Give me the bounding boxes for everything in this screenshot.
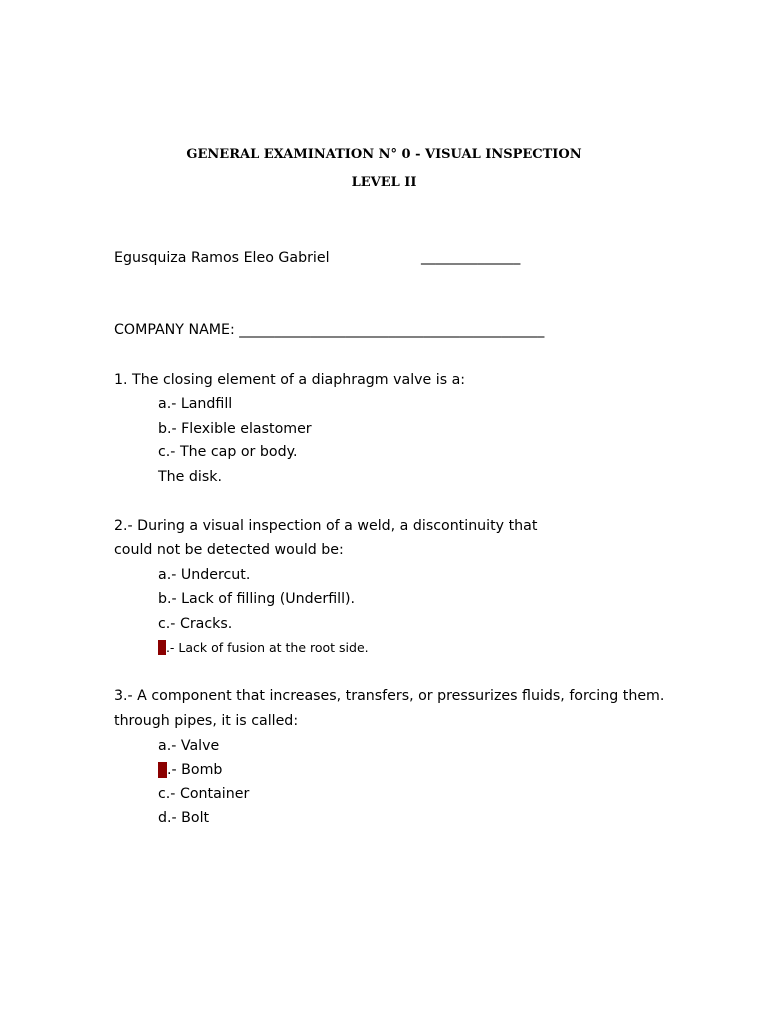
signature-blank: ______________ — [421, 249, 521, 265]
question-prompt-line-2: could not be detected would be: — [114, 542, 344, 558]
option-b: b.- Flexible elastomer — [158, 421, 312, 437]
answer-highlight: d — [158, 640, 166, 655]
company-name-row — [114, 322, 544, 338]
question-prompt-line-1: 2.- During a visual inspection of a weld, a discontinuity that — [114, 518, 538, 534]
option-c: c.- Cracks. — [158, 616, 233, 632]
option-a: a.- Undercut. — [158, 567, 251, 583]
question-prompt: 1. The closing element of a diaphragm valve is a: — [114, 372, 466, 388]
option-d: d.- Bolt — [158, 810, 210, 826]
option-c: c.- The cap or body. — [158, 444, 298, 460]
exam-level: LEVEL II — [351, 175, 417, 190]
option-a: a.- Valve — [158, 738, 220, 754]
question-prompt-line-1: 3.- A component that increases, transfers, or pressurizes fluids, forcing them. — [114, 688, 665, 704]
exam-title: GENERAL EXAMINATION N° 0 - VISUAL INSPECTION — [186, 147, 582, 162]
company-label: COMPANY NAME: — [114, 322, 235, 338]
option-b-selected: b.- Bomb — [158, 762, 223, 778]
answer-highlight: b — [158, 762, 168, 778]
option-a: a.- Landfill — [158, 396, 233, 412]
option-b: b.- Lack of filling (Underfill). — [158, 591, 356, 607]
option-c: c.- Container — [158, 786, 250, 802]
company-blank: ___________________________________________ — [239, 322, 545, 338]
option-d-selected: d.- Lack of fusion at the root side. — [158, 640, 369, 655]
question-prompt-line-2: through pipes, it is called: — [114, 713, 299, 729]
option-d: The disk. — [158, 469, 222, 485]
student-name: Egusquiza Ramos Eleo Gabriel — [114, 250, 330, 266]
